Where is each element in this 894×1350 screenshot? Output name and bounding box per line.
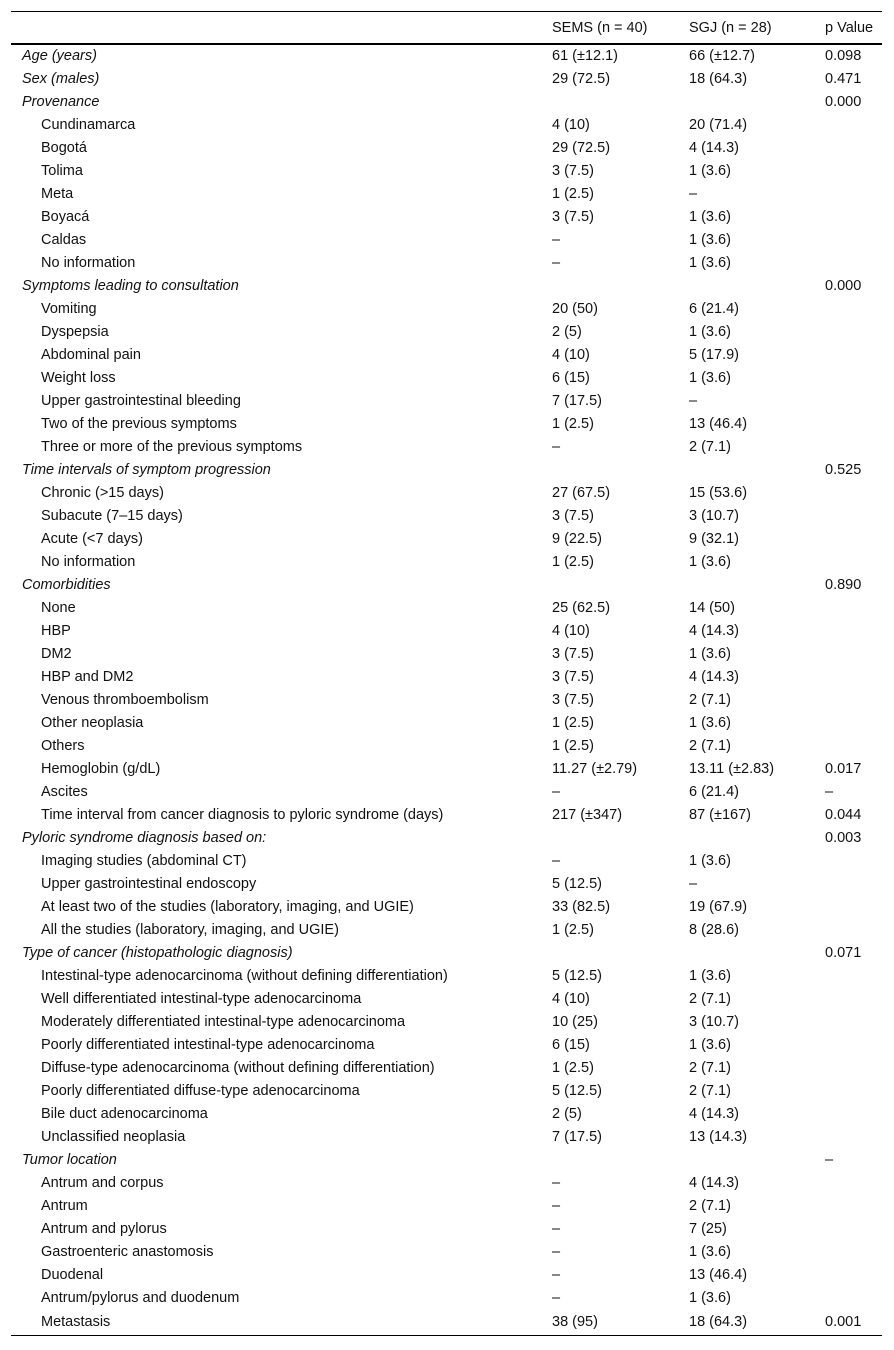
cell-p-value: 0.003: [825, 829, 862, 846]
row-label: Subacute (7–15 days): [41, 507, 183, 524]
cell-sgj: 15 (53.6): [689, 484, 748, 501]
cell-sems: 3 (7.5): [552, 691, 594, 708]
cell-sems: –: [552, 1266, 561, 1283]
cell-sgj: 1 (3.6): [689, 208, 731, 225]
cell-sgj: [689, 941, 825, 964]
cell-sems: 1 (2.5): [552, 921, 594, 938]
cell-sems: 27 (67.5): [552, 484, 611, 501]
cell-p-value: [825, 1171, 882, 1194]
cell-p-value: [825, 343, 882, 366]
row-label: Moderately differentiated intestinal-type adenocarcinoma: [41, 1013, 406, 1030]
cell-sems: –: [552, 254, 561, 271]
cell-sems: 1 (2.5): [552, 1059, 594, 1076]
cell-sems: 217 (±347): [552, 806, 623, 823]
row-label: Tumor location: [22, 1151, 117, 1168]
cell-p-value: [825, 665, 882, 688]
cell-sgj: 1 (3.6): [689, 852, 731, 869]
cell-p-value: [825, 113, 882, 136]
cell-sems: [552, 573, 689, 596]
table-row: [11, 1033, 882, 1056]
cell-p-value: [825, 642, 882, 665]
row-label: Acute (<7 days): [41, 530, 143, 547]
table-row: [11, 964, 882, 987]
cell-sgj: 9 (32.1): [689, 530, 739, 547]
cell-sems: 3 (7.5): [552, 208, 594, 225]
cell-sgj: 1 (3.6): [689, 254, 731, 271]
row-label: No information: [41, 553, 136, 570]
table-row: [11, 1056, 882, 1079]
row-label: Three or more of the previous symptoms: [41, 438, 303, 455]
table-row: [11, 159, 882, 182]
cell-p-value: [825, 481, 882, 504]
cell-sgj: 3 (10.7): [689, 507, 739, 524]
row-label: Time intervals of symptom progression: [22, 461, 271, 478]
cell-sems: 61 (±12.1): [552, 48, 618, 64]
cell-p-value: [825, 619, 882, 642]
cell-p-value: [825, 320, 882, 343]
table-row: [11, 642, 882, 665]
cell-sems: –: [552, 1220, 561, 1237]
cell-p-value: [825, 688, 882, 711]
row-label: At least two of the studies (laboratory, imaging, and UGIE): [41, 898, 414, 915]
table-row: [11, 780, 882, 803]
row-label: Antrum/pylorus and duodenum: [41, 1289, 240, 1306]
cell-sems: 3 (7.5): [552, 668, 594, 685]
cell-sgj: 3 (10.7): [689, 1013, 739, 1030]
table-row: [11, 688, 882, 711]
row-label: HBP: [41, 622, 71, 639]
cell-sgj: 1 (3.6): [689, 645, 731, 662]
row-label: Diffuse-type adenocarcinoma (without defining differentiation): [41, 1059, 435, 1076]
cell-sems: [552, 274, 689, 297]
table-row: [11, 596, 882, 619]
table-row: [11, 665, 882, 688]
row-label: None: [41, 599, 76, 616]
row-label: Caldas: [41, 231, 87, 248]
table-row: [11, 849, 882, 872]
cell-sgj: –: [689, 875, 698, 892]
cell-sems: 1 (2.5): [552, 553, 594, 570]
table-row: [11, 1125, 882, 1148]
cell-p-value: [825, 1240, 882, 1263]
cell-p-value: [825, 228, 882, 251]
cell-sems: –: [552, 1174, 561, 1191]
table-row: [11, 1217, 882, 1240]
table-row: [11, 1286, 882, 1309]
table-row: [11, 297, 882, 320]
row-label: Antrum and corpus: [41, 1174, 164, 1191]
header-cell-sgj: SGJ (n = 28): [689, 19, 772, 36]
cell-p-value: [825, 412, 882, 435]
section-row: [11, 826, 882, 849]
cell-sgj: 1 (3.6): [689, 1036, 731, 1053]
cell-sems: 5 (12.5): [552, 875, 602, 892]
cell-sgj: 2 (7.1): [689, 1059, 731, 1076]
cell-p-value: [825, 182, 882, 205]
cell-sems: 4 (10): [552, 622, 590, 639]
row-label: Venous thromboembolism: [41, 691, 209, 708]
cell-p-value: [825, 918, 882, 941]
cell-p-value: 0.000: [825, 277, 862, 294]
cell-sems: 38 (95): [552, 1313, 598, 1330]
cell-p-value: 0.525: [825, 461, 862, 478]
row-label: Duodenal: [41, 1266, 104, 1283]
row-label: Chronic (>15 days): [41, 484, 164, 501]
cell-p-value: [825, 435, 882, 458]
cell-sems: 6 (15): [552, 1036, 590, 1053]
cell-sems: 2 (5): [552, 323, 582, 340]
cell-sgj: 66 (±12.7): [689, 48, 755, 64]
cell-sgj: 13 (14.3): [689, 1128, 748, 1145]
table-row: [11, 550, 882, 573]
row-label: Time interval from cancer diagnosis to pyloric syndrome (days): [41, 806, 444, 823]
cell-sgj: 7 (25): [689, 1220, 727, 1237]
table-row: [11, 504, 882, 527]
header-cell-p-value: p Value: [825, 19, 874, 36]
row-label: No information: [41, 254, 136, 271]
cell-sems: 20 (50): [552, 300, 598, 317]
row-label: All the studies (laboratory, imaging, and UGIE): [41, 921, 339, 938]
cell-p-value: 0.017: [825, 760, 862, 777]
row-label: Upper gastrointestinal bleeding: [41, 392, 241, 409]
cell-sems: 6 (15): [552, 369, 590, 386]
table-row: [11, 1010, 882, 1033]
row-label: Pyloric syndrome diagnosis based on:: [22, 829, 267, 846]
table-row: [11, 412, 882, 435]
cell-sems: 11.27 (±2.79): [552, 760, 638, 777]
table-row: [11, 895, 882, 918]
cell-sgj: 2 (7.1): [689, 438, 731, 455]
row-label: Metastasis: [41, 1313, 111, 1330]
cell-sgj: 13 (46.4): [689, 415, 748, 432]
cell-p-value: [825, 1217, 882, 1240]
cell-sgj: 87 (±167): [689, 806, 751, 823]
cell-sgj: 1 (3.6): [689, 1243, 731, 1260]
cell-sems: [552, 826, 689, 849]
table-row: [11, 136, 882, 159]
cell-p-value: [825, 1286, 882, 1309]
cell-p-value: 0.001: [825, 1313, 862, 1330]
cell-p-value: 0.890: [825, 576, 862, 593]
table-row: [11, 918, 882, 941]
row-label: Age (years): [22, 48, 97, 64]
cell-p-value: [825, 550, 882, 573]
table-row: [11, 343, 882, 366]
cell-p-value: [825, 1079, 882, 1102]
table-row: [11, 1263, 882, 1286]
cell-sems: [552, 1148, 689, 1171]
table-row: [11, 1171, 882, 1194]
row-label: Symptoms leading to consultation: [22, 277, 239, 294]
cell-sems: [552, 458, 689, 481]
table-row: [11, 205, 882, 228]
cell-p-value: 0.098: [825, 48, 862, 64]
cell-p-value: 0.471: [825, 70, 862, 87]
table-row: [11, 527, 882, 550]
table-body: [11, 44, 882, 1335]
data-table: [11, 11, 882, 1336]
cell-sgj: –: [689, 185, 698, 202]
cell-p-value: [825, 596, 882, 619]
cell-sgj: [689, 826, 825, 849]
row-label: Intestinal-type adenocarcinoma (without defining differentiation): [41, 967, 448, 984]
row-label: Tolima: [41, 162, 83, 179]
cell-sgj: 6 (21.4): [689, 783, 739, 800]
row-label: Ascites: [41, 783, 88, 800]
cell-p-value: [825, 1010, 882, 1033]
cell-sems: 3 (7.5): [552, 507, 594, 524]
cell-sems: 25 (62.5): [552, 599, 611, 616]
row-label: Type of cancer (histopathologic diagnosis): [22, 944, 293, 961]
cell-sgj: 1 (3.6): [689, 323, 731, 340]
cell-sems: [552, 941, 689, 964]
section-row: [11, 458, 882, 481]
table-row: [11, 1102, 882, 1125]
cell-sems: 5 (12.5): [552, 1082, 602, 1099]
cell-sgj: –: [689, 392, 698, 409]
cell-p-value: [825, 987, 882, 1010]
cell-sgj: 1 (3.6): [689, 231, 731, 248]
cell-sems: 1 (2.5): [552, 415, 594, 432]
row-label: Bile duct adenocarcinoma: [41, 1105, 208, 1122]
table-row: [11, 1309, 882, 1335]
row-label: Poorly differentiated intestinal-type adenocarcinoma: [41, 1036, 375, 1053]
row-label: Hemoglobin (g/dL): [41, 760, 161, 777]
cell-sems: 9 (22.5): [552, 530, 602, 547]
cell-sems: 1 (2.5): [552, 714, 594, 731]
cell-sems: 2 (5): [552, 1105, 582, 1122]
cell-sems: –: [552, 231, 561, 248]
row-label: Dyspepsia: [41, 323, 109, 340]
cell-sgj: [689, 1148, 825, 1171]
cell-sems: 3 (7.5): [552, 645, 594, 662]
cell-p-value: [825, 389, 882, 412]
row-label: Vomiting: [41, 300, 97, 317]
cell-sems: 4 (10): [552, 346, 590, 363]
table-header: [11, 12, 882, 45]
cell-sgj: [689, 573, 825, 596]
table-row: [11, 435, 882, 458]
cell-sgj: [689, 90, 825, 113]
row-label: Other neoplasia: [41, 714, 144, 731]
cell-p-value: [825, 366, 882, 389]
cell-sgj: 4 (14.3): [689, 139, 739, 156]
cell-sgj: 1 (3.6): [689, 967, 731, 984]
table-row: [11, 366, 882, 389]
cell-p-value: [825, 1125, 882, 1148]
table-row: [11, 389, 882, 412]
cell-sgj: 8 (28.6): [689, 921, 739, 938]
cell-sems: 10 (25): [552, 1013, 598, 1030]
cell-p-value: [825, 504, 882, 527]
cell-sems: –: [552, 1289, 561, 1306]
section-row: [11, 941, 882, 964]
table-row: [11, 619, 882, 642]
table-row: [11, 734, 882, 757]
row-label: Abdominal pain: [41, 346, 141, 363]
table-row: [11, 803, 882, 826]
cell-sems: 7 (17.5): [552, 1128, 602, 1145]
row-label: Comorbidities: [22, 576, 111, 593]
row-label: Bogotá: [41, 139, 87, 156]
table-row: [11, 1240, 882, 1263]
cell-sems: 3 (7.5): [552, 162, 594, 179]
row-label: Antrum and pylorus: [41, 1220, 167, 1237]
cell-sgj: 4 (14.3): [689, 668, 739, 685]
cell-sems: 1 (2.5): [552, 185, 594, 202]
cell-sems: 33 (82.5): [552, 898, 611, 915]
cell-p-value: [825, 964, 882, 987]
cell-p-value: [825, 1102, 882, 1125]
table-row: [11, 251, 882, 274]
cell-sgj: 1 (3.6): [689, 1289, 731, 1306]
cell-sgj: 13.11 (±2.83): [689, 760, 775, 777]
cell-sems: 1 (2.5): [552, 737, 594, 754]
cell-sems: 5 (12.5): [552, 967, 602, 984]
row-label: Weight loss: [41, 369, 116, 386]
cell-sgj: 5 (17.9): [689, 346, 739, 363]
cell-sems: 7 (17.5): [552, 392, 602, 409]
row-label: Gastroenteric anastomosis: [41, 1243, 214, 1260]
cell-p-value: [825, 711, 882, 734]
table-row: [11, 320, 882, 343]
row-label: Meta: [41, 185, 74, 202]
cell-sgj: 2 (7.1): [689, 691, 731, 708]
cell-sgj: 18 (64.3): [689, 70, 748, 87]
cell-p-value: [825, 159, 882, 182]
cell-sgj: 20 (71.4): [689, 116, 748, 133]
cell-sgj: 4 (14.3): [689, 1105, 739, 1122]
row-label: DM2: [41, 645, 72, 662]
cell-p-value: –: [825, 1151, 834, 1168]
cell-sems: 4 (10): [552, 990, 590, 1007]
cell-p-value: 0.000: [825, 93, 862, 110]
table-row: [11, 711, 882, 734]
cell-sems: 29 (72.5): [552, 139, 611, 156]
row-label: Poorly differentiated diffuse-type adenocarcinoma: [41, 1082, 360, 1099]
table-row: [11, 1079, 882, 1102]
cell-p-value: [825, 251, 882, 274]
cell-sgj: [689, 458, 825, 481]
cell-sgj: 1 (3.6): [689, 369, 731, 386]
table-row: [11, 481, 882, 504]
header-row: [11, 12, 882, 45]
header-cell-label: [11, 12, 552, 45]
cell-p-value: [825, 849, 882, 872]
row-label: Imaging studies (abdominal CT): [41, 852, 247, 869]
cell-sgj: [689, 274, 825, 297]
row-label: Upper gastrointestinal endoscopy: [41, 875, 257, 892]
cell-p-value: 0.044: [825, 806, 862, 823]
cell-sgj: 6 (21.4): [689, 300, 739, 317]
cell-p-value: [825, 895, 882, 918]
cell-p-value: [825, 136, 882, 159]
cell-p-value: [825, 297, 882, 320]
cell-sgj: 1 (3.6): [689, 553, 731, 570]
cell-sgj: 1 (3.6): [689, 714, 731, 731]
row-label: Antrum: [41, 1197, 88, 1214]
cell-sems: –: [552, 852, 561, 869]
section-row: [11, 67, 882, 90]
cell-sgj: 2 (7.1): [689, 990, 731, 1007]
cell-sgj: 19 (67.9): [689, 898, 748, 915]
row-label: Provenance: [22, 93, 100, 110]
section-row: [11, 44, 882, 67]
cell-sgj: 2 (7.1): [689, 1197, 731, 1214]
cell-sems: 29 (72.5): [552, 70, 611, 87]
row-label: Boyacá: [41, 208, 90, 225]
section-row: [11, 573, 882, 596]
row-label: Cundinamarca: [41, 116, 136, 133]
cell-sems: –: [552, 783, 561, 800]
cell-sgj: 2 (7.1): [689, 1082, 731, 1099]
row-label: Sex (males): [22, 70, 100, 87]
cell-sgj: 14 (50): [689, 599, 735, 616]
cell-p-value: [825, 1263, 882, 1286]
cell-sems: –: [552, 1197, 561, 1214]
cell-p-value: [825, 1033, 882, 1056]
cell-p-value: [825, 1056, 882, 1079]
section-row: [11, 274, 882, 297]
cell-sems: [552, 90, 689, 113]
cell-sems: –: [552, 438, 561, 455]
row-label: Unclassified neoplasia: [41, 1128, 186, 1145]
row-label: Others: [41, 737, 85, 754]
cell-p-value: [825, 527, 882, 550]
cell-sgj: 13 (46.4): [689, 1266, 748, 1283]
cell-sgj: 2 (7.1): [689, 737, 731, 754]
cell-sgj: 1 (3.6): [689, 162, 731, 179]
cell-sgj: 4 (14.3): [689, 622, 739, 639]
row-label: HBP and DM2: [41, 668, 134, 685]
header-cell-sems: SEMS (n = 40): [552, 19, 648, 36]
table-row: [11, 757, 882, 780]
cell-sems: –: [552, 1243, 561, 1260]
table-row: [11, 228, 882, 251]
cell-p-value: [825, 1194, 882, 1217]
section-row: [11, 90, 882, 113]
table-row: [11, 113, 882, 136]
cell-p-value: 0.071: [825, 944, 862, 961]
cell-p-value: –: [825, 783, 834, 800]
cell-p-value: [825, 872, 882, 895]
cell-sgj: 18 (64.3): [689, 1313, 748, 1330]
table-row: [11, 987, 882, 1010]
cell-p-value: [825, 734, 882, 757]
row-label: Well differentiated intestinal-type adenocarcinoma: [41, 990, 362, 1007]
cell-sgj: 4 (14.3): [689, 1174, 739, 1191]
table-row: [11, 1194, 882, 1217]
section-row: [11, 1148, 882, 1171]
cell-p-value: [825, 205, 882, 228]
row-label: Two of the previous symptoms: [41, 415, 237, 432]
cell-sems: 4 (10): [552, 116, 590, 133]
table-row: [11, 182, 882, 205]
table-row: [11, 872, 882, 895]
